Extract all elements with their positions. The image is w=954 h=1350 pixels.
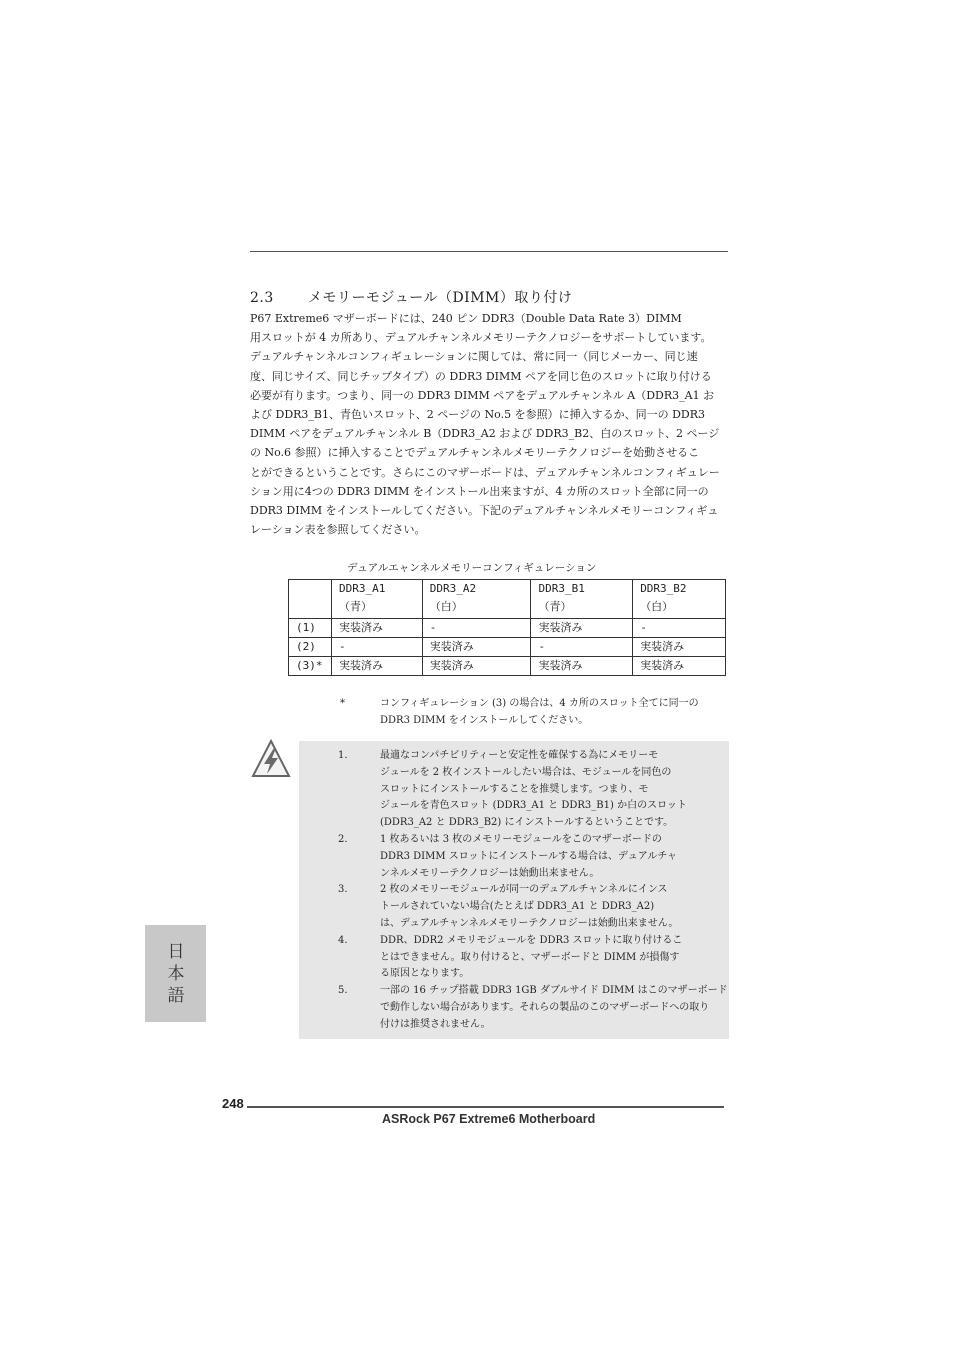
body-line: レーション表を参照してください。 [250, 523, 426, 537]
table-cell: 実装済み [422, 638, 531, 657]
table-cell: - [331, 638, 422, 657]
table-cell: (1) [289, 619, 332, 638]
body-line: DDR3 DIMM をインストールしてください。下記のデュアルチャンネルメモリーコンフィギュ [250, 504, 719, 518]
warning-lightning-icon [250, 738, 292, 780]
header-cell-ddr3-b2: DDR3_B2 （白） [633, 580, 726, 619]
table-cell: 実装済み [422, 657, 531, 676]
table-cell: (2) [289, 638, 332, 657]
footnote-line: DDR3 DIMM をインストールしてください。 [380, 714, 589, 726]
top-rule [250, 251, 728, 252]
memory-config-table [288, 579, 726, 676]
table-cell: 実装済み [633, 638, 726, 657]
body-line: DIMM ペアをデュアルチャンネル B（DDR3_A2 および DDR3_B2、白のスロット、2 ページ [250, 427, 720, 441]
list-number: 4. [338, 934, 348, 946]
table-row [289, 638, 726, 657]
table-caption: デュアルエャンネルメモリーコンフィギュレーション [347, 562, 597, 574]
bottom-rule [247, 1106, 724, 1108]
table-header-row [289, 580, 726, 619]
list-number: 5. [338, 985, 348, 997]
list-item: 5. 一部の 16 チップ搭載 DDR3 1GB ダブルサイド DIMM はこのマザーボード で動作しない場合があります。それらの製品のこのマザーボードへの取り 付けは推奨されません。 [338, 985, 728, 1030]
body-line: 用スロットが 4 カ所あり、デュアルチャンネルメモリーテクノロジーをサポートしています。 [250, 331, 712, 345]
body-line: の No.6 参照）に挿入することでデュアルチャンネルメモリーテクノロジーを始動させるこ [250, 446, 700, 460]
section-number: 2.3 [250, 290, 274, 306]
list-item: 2. 1 枚あるいは 3 枚のメモリーモジュールをこのマザーボードの DDR3 DIMM スロットにインストールする場合は、デュアルチャ ンネルメモリーテクノロジーは始動出来ません。 [338, 833, 678, 879]
body-line: デュアルチャンネルコンフィギュレーションに関しては、常に同一（同じメーカー、同じ速 [250, 350, 698, 364]
header-cell-ddr3-a2: DDR3_A2 （白） [422, 580, 531, 619]
table-cell: (3)* [289, 657, 332, 676]
language-tab [145, 925, 206, 1022]
section-title: メモリーモジュール（DIMM）取り付け [308, 290, 573, 306]
list-item: 4. DDR、DDR2 メモリモジュールを DDR3 スロットに取り付けるこ とはできません。取り付けると、マザーボードと DIMM が損傷す る原因となります。 [338, 934, 683, 980]
header-cell-ddr3-a1: DDR3_A1 （青） [331, 580, 422, 619]
body-line: 度、同じサイズ、同じチップタイプ）の DDR3 DIMM ペアを同じ色のスロットに取り付ける [250, 369, 712, 383]
body-line: よび DDR3_B1、青色いスロット、2 ページの No.5 を参照）に挿入するか、同一の DDR3 [250, 408, 706, 422]
table-cell: 実装済み [331, 619, 422, 638]
table-cell: 実装済み [531, 657, 633, 676]
table-cell: 実装済み [531, 619, 633, 638]
table-cell: 実装済み [331, 657, 422, 676]
body-line: とができるということです。さらにこのマザーボードは、デュアルチャンネルコンフィギュレー [250, 465, 720, 479]
notes-list [338, 748, 728, 1034]
table-cell: - [422, 619, 531, 638]
list-number: 3. [338, 884, 348, 896]
header-cell-ddr3-b1: DDR3_B1 （青） [531, 580, 633, 619]
body-line: 必要が有ります。つまり、同一の DDR3 DIMM ペアをデュアルチャンネル A（DDR3_A1 お [250, 388, 715, 402]
table-row [289, 619, 726, 638]
language-tab-label: 日本語 [167, 942, 185, 1006]
body-line: P67 Extreme6 マザーボードには、240 ピン DDR3（Double Data Rate 3）DIMM [250, 312, 682, 325]
list-item: 1. 最適なコンパチビリティーと安定性を確保する為にメモリーモ ジュールを 2 枚インストールしたい場合は、モジュールを同色の スロットにインストールすることを推奨します。つまり、モ ジュールを青色スロット (DDR3_A1 と DDR3_B1) か白のスロット (DDR3_A2 と DDR3_B2) にインストールするということです。 [338, 750, 687, 829]
list-number: 1. [338, 750, 348, 761]
table-cell: - [531, 638, 633, 657]
body-line: ション用に4つの DDR3 DIMM をインストール出来ますが、4 カ所のスロット全部に同一の [250, 484, 709, 498]
header-cell-empty [289, 580, 332, 619]
body-text [250, 309, 728, 539]
footer-text: ASRock P67 Extreme6 Motherboard [382, 1112, 596, 1126]
footnote-line: コンフィギュレーション (3) の場合は、4 カ所のスロット全てに同一の [380, 698, 699, 709]
table-cell: 実装済み [633, 657, 726, 676]
table-row [289, 657, 726, 676]
list-item: 3. 2 枚のメモリーモジュールが同一のデュアルチャンネルにインス トールされていない場合(たとえば DDR3_A1 と DDR3_A2) は、デュアルチャンネルメモリーテクノロジーは始動出来ません。 [338, 884, 679, 929]
list-number: 2. [338, 833, 348, 845]
section-heading [250, 287, 572, 307]
page-number: 248 [222, 1096, 244, 1111]
footnote-mark: * [340, 698, 345, 709]
table-cell: - [633, 619, 726, 638]
